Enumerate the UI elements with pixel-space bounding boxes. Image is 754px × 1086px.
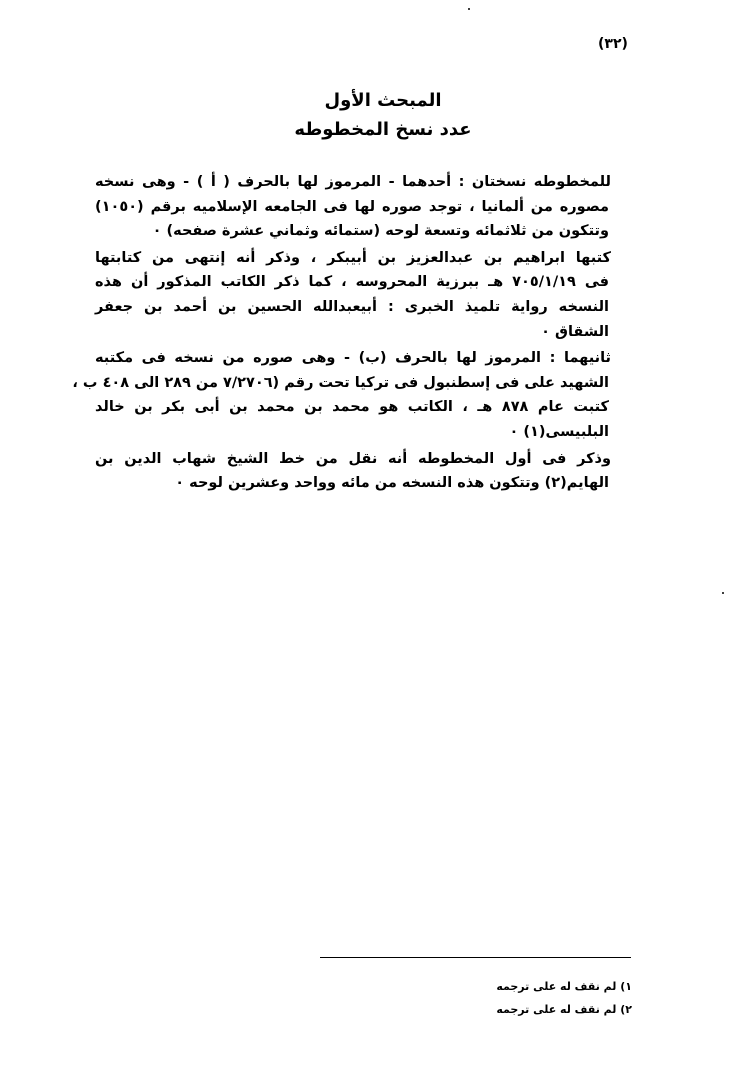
text-line: للمخطوطه نسختان : أحدهما - المرموز لها بالحرف ( أ ) - وهى نسخه: [95, 174, 611, 190]
footnote-divider: [320, 957, 631, 958]
text-line: وتتكون من ثلاثمائه وتسعة لوحه (ستمائه وثماني عشرة صفحه) ٠: [152, 223, 609, 240]
paragraph-1: [95, 170, 637, 244]
text-line: الهايم(٢) وتتكون هذه النسخه من مائه وواحد وعشرين لوحه ٠: [175, 475, 609, 492]
text-line: ثانيهما : المرموز لها بالحرف (ب) - وهى صوره من نسخه فى مكتبه: [95, 350, 611, 367]
body-text: [72, 170, 637, 496]
text-line: البلبيسى(١) ٠: [509, 423, 609, 440]
footnote-1: ١) لم نقف له على ترجمه: [496, 980, 632, 993]
scan-speck: [722, 592, 724, 594]
paragraph-4: [95, 447, 637, 496]
section-subtitle: عدد نسخ المخطوطه: [294, 119, 472, 140]
section-title: المبحث الأول: [324, 90, 442, 111]
text-line: كتبت عام ٨٧٨ هـ ، الكاتب هو محمد بن محمد بن أبى بكر بن خالد: [95, 399, 609, 416]
text-line: مصوره من ألمانيا ، توجد صوره لها فى الجامعه الإسلاميه برقم (١٠٥٠): [95, 198, 609, 215]
heading-block: [0, 86, 754, 144]
paragraph-3: [72, 346, 637, 444]
text-line: فى ٧٠٥/١/١٩ هـ ببرزية المحروسه ، كما ذكر الكاتب المذكور أن هذه: [95, 274, 609, 291]
paragraph-2: [95, 246, 637, 344]
text-line: الشهيد على فى إسطنبول فى تركيا تحت رقم (٧/٢٧٠٦ من ٢٨٩ الى ٤٠٨ ب ،: [72, 374, 609, 391]
page-number: (٣٢): [598, 36, 628, 52]
footnotes: [380, 975, 632, 1021]
text-line: النسخه رواية تلميذ الخبرى : أبيعبدالله الحسين بن أحمد بن جعفر: [95, 298, 609, 315]
footnote-2: ٢) لم نقف له على ترجمه: [496, 1003, 632, 1016]
text-line: كتبها ابراهيم بن عبدالعزيز بن أبيبكر ، وذكر أنه إنتهى من كتابتها: [95, 249, 611, 266]
scan-speck: [468, 8, 470, 10]
text-line: الشقاق ٠: [541, 323, 609, 340]
text-line: وذكر فى أول المخطوطه أنه نقل من خط الشيخ شهاب الدين بن: [95, 450, 611, 467]
